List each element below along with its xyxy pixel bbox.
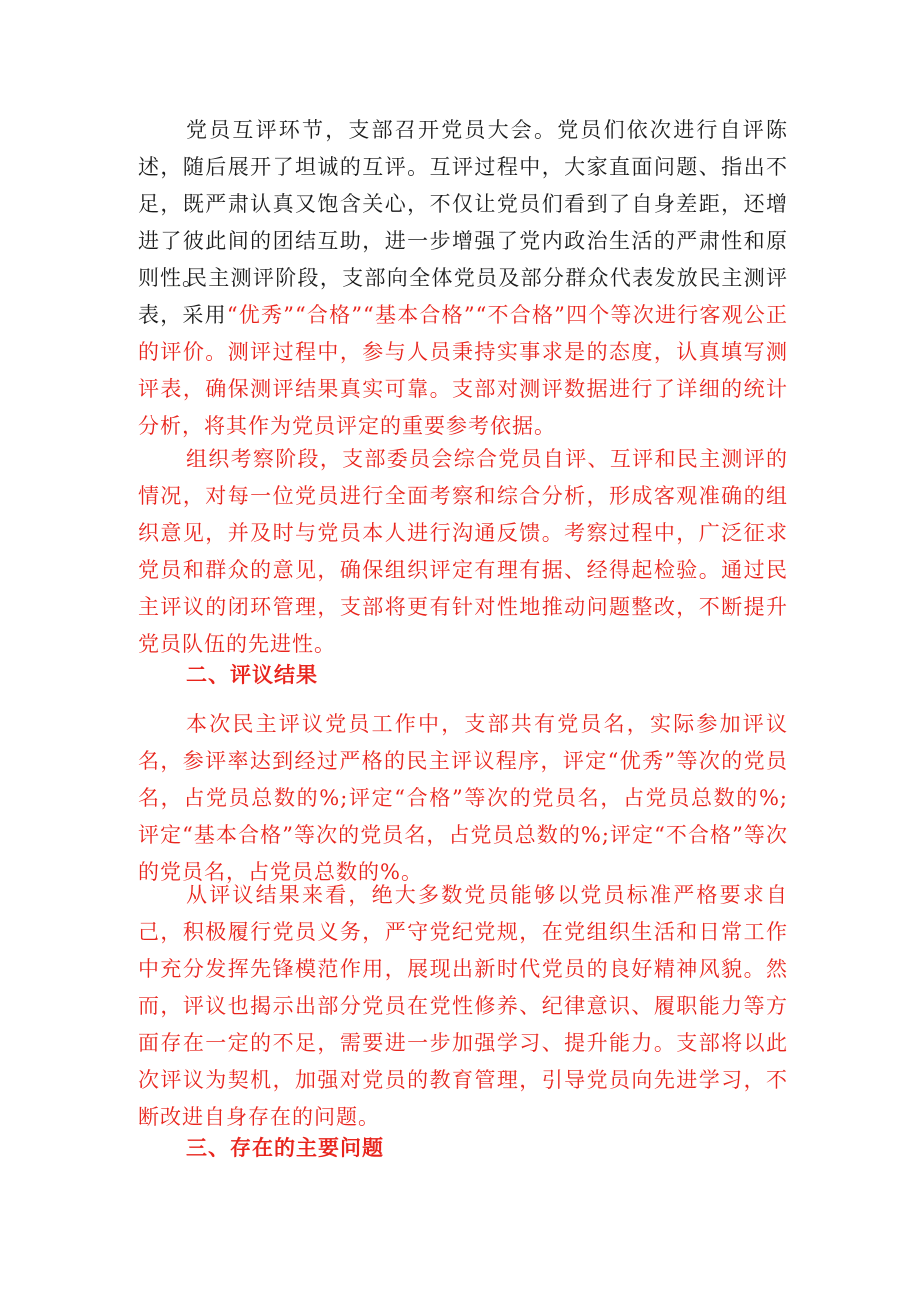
paragraph-democratic-assessment-detail: “优秀”“合格”“基本合格”“不合格”四个等次进行客观公正的评价。测评过程中，参与人员秉持实事求是的态度，认真填写测评表，确保测评结果真实可靠。支部对测评数据进行了详细的统计分析，将其作为党员评定的重要参考依据。 (138, 303, 788, 438)
paragraph-results-stats: 本次民主评议党员工作中，支部共有党员名，实际参加评议名，参评率达到经过严格的民主评议程序，评定“优秀”等次的党员名，占党员总数的%;评定“合格”等次的党员名，占党员总数的%;评定“基本合格”等次的党员名，占党员总数的%;评定“不合格”等次的党员名，占党员总数的%。 (138, 712, 788, 884)
paragraph-results-analysis: 从评议结果来看，绝大多数党员能够以党员标准严格要求自己，积极履行党员义务，严守党纪党规，在党组织生活和日常工作中充分发挥先锋模范作用，展现出新时代党员的良好精神风貌。然而，评议也揭示出部分党员在党性修养、纪律意识、履职能力等方面存在一定的不足，需要进一步加强学习、提升能力。支部将以此次评议为契机，加强对党员的教育管理，引导党员向先进学习，不断改进自身存在的问题。 (138, 883, 788, 1129)
section-heading-results: 二、评议结果 (186, 662, 318, 687)
paragraph-organization-review: 组织考察阶段，支部委员会综合党员自评、互评和民主测评的情况，对每一位党员进行全面考察和综合分析，形成客观准确的组织意见，并及时与党员本人进行沟通反馈。考察过程中，广泛征求党员和群众的意见，确保组织评定有理有据、经得起检验。通过民主评议的闭环管理，支部将更有针对性地推动问题整改，不断提升党员队伍的先进性。 (138, 447, 788, 656)
paragraph-mutual-evaluation: 党员互评环节，支部召开党员大会。党员们依次进行自评陈述，随后展开了坦诚的互评。互评过程中，大家直面问题、指出不足，既严肃认真又饱含关心，不仅让党员们看到了自身差距，还增进了彼此间的团结互助，进一步增强了党内政治生活的严肃性和原则性。 (138, 118, 788, 290)
paragraph-democratic-assessment-intro: 民主测评阶段，支部向全体党员及部分群众代表发放民主测评表，采用 (138, 266, 788, 327)
paragraph-democratic-assessment (138, 260, 788, 445)
section-heading-problems: 三、存在的主要问题 (186, 1135, 384, 1160)
